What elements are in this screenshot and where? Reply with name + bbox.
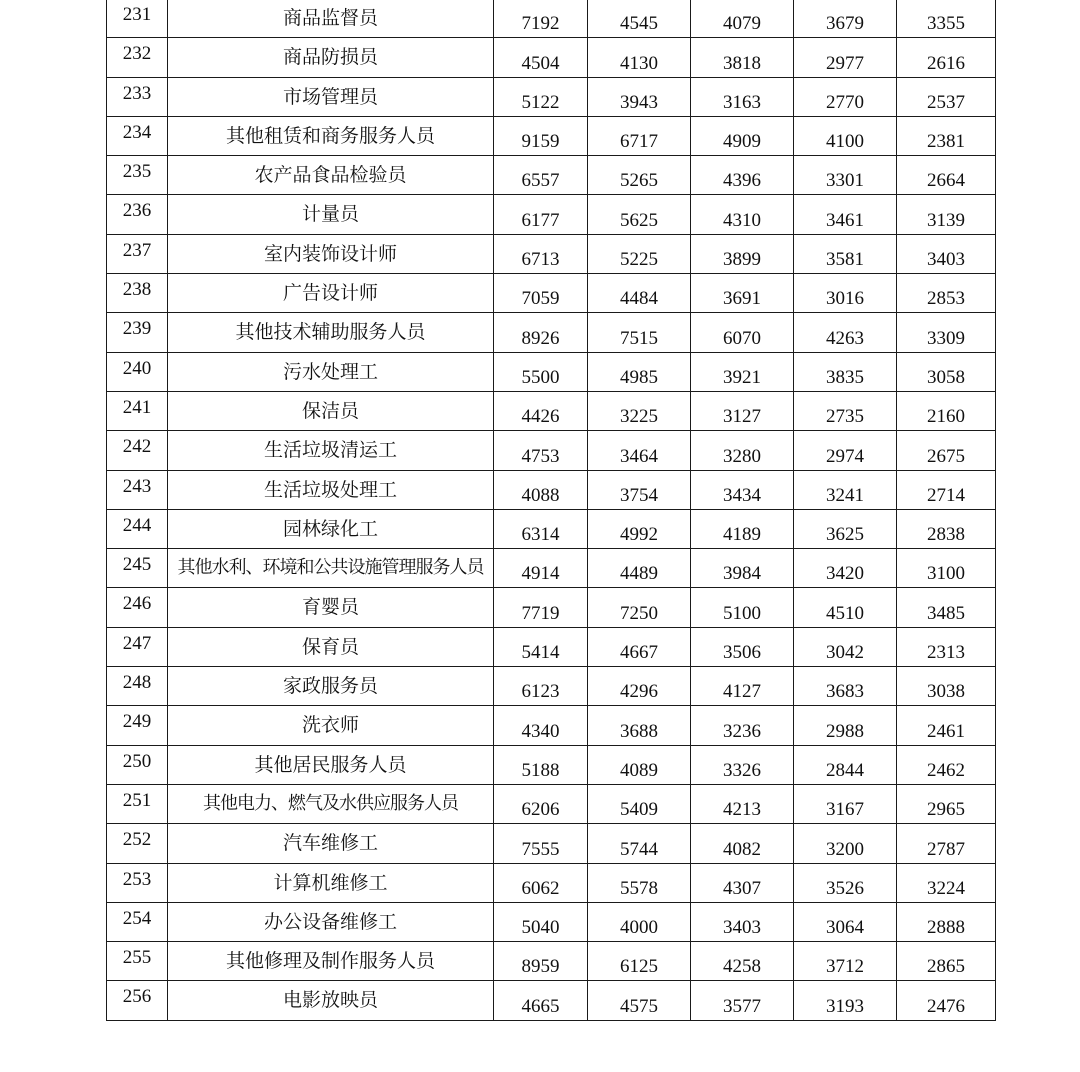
- wage-value-3-cell: 4396: [691, 156, 794, 195]
- wage-value-3-cell: 6070: [691, 313, 794, 352]
- row-number-cell: 239: [107, 313, 168, 352]
- table-row: [107, 627, 996, 666]
- table-row: [107, 549, 996, 588]
- wage-value-4-cell: 4263: [794, 313, 897, 352]
- wage-value-5-cell: 3139: [897, 195, 996, 234]
- wage-value-5-cell: 3309: [897, 313, 996, 352]
- wage-value-5-cell: 2888: [897, 902, 996, 941]
- wage-value-2-cell: 6717: [588, 116, 691, 155]
- wage-value-4-cell: 3581: [794, 234, 897, 273]
- row-number-cell: 252: [107, 824, 168, 863]
- row-number-cell: 254: [107, 902, 168, 941]
- wage-value-4-cell: 3301: [794, 156, 897, 195]
- wage-value-4-cell: 4100: [794, 116, 897, 155]
- wage-value-3-cell: 3434: [691, 470, 794, 509]
- wage-value-1-cell: 6557: [494, 156, 588, 195]
- wage-value-4-cell: 2988: [794, 706, 897, 745]
- occupation-name-cell: 计算机维修工: [168, 863, 494, 902]
- wage-value-4-cell: 3193: [794, 981, 897, 1020]
- row-number-cell: 237: [107, 234, 168, 273]
- row-number-cell: 238: [107, 274, 168, 313]
- wage-value-3-cell: 4307: [691, 863, 794, 902]
- wage-value-2-cell: 4575: [588, 981, 691, 1020]
- table-row: [107, 38, 996, 77]
- row-number-cell: 245: [107, 549, 168, 588]
- occupation-name-cell: 其他技术辅助服务人员: [168, 313, 494, 352]
- occupation-name-cell: 计量员: [168, 195, 494, 234]
- occupation-name-cell: 育婴员: [168, 588, 494, 627]
- row-number-cell: 235: [107, 156, 168, 195]
- wage-value-5-cell: 2616: [897, 38, 996, 77]
- occupation-name-cell: 其他水利、环境和公共设施管理服务人员: [168, 549, 494, 588]
- table-row: [107, 195, 996, 234]
- wage-value-5-cell: 3038: [897, 667, 996, 706]
- occupation-name-cell: 家政服务员: [168, 667, 494, 706]
- table-row: [107, 431, 996, 470]
- table-row: [107, 667, 996, 706]
- wage-value-1-cell: 6314: [494, 509, 588, 548]
- wage-value-4-cell: 3461: [794, 195, 897, 234]
- wage-value-4-cell: 2977: [794, 38, 897, 77]
- occupation-name-cell: 生活垃圾处理工: [168, 470, 494, 509]
- row-number-cell: 234: [107, 116, 168, 155]
- wage-value-5-cell: 2675: [897, 431, 996, 470]
- table-row: [107, 116, 996, 155]
- wage-value-4-cell: 3167: [794, 784, 897, 823]
- wage-value-2-cell: 5625: [588, 195, 691, 234]
- wage-value-5-cell: 2476: [897, 981, 996, 1020]
- wage-value-3-cell: 3506: [691, 627, 794, 666]
- table-row: [107, 942, 996, 981]
- wage-value-4-cell: 3064: [794, 902, 897, 941]
- row-number-cell: 253: [107, 863, 168, 902]
- wage-value-1-cell: 9159: [494, 116, 588, 155]
- wage-value-2-cell: 5409: [588, 784, 691, 823]
- occupation-name-cell: 商品监督员: [168, 0, 494, 38]
- occupation-name-cell: 市场管理员: [168, 77, 494, 116]
- occupation-name-cell: 汽车维修工: [168, 824, 494, 863]
- occupation-name-cell: 农产品食品检验员: [168, 156, 494, 195]
- wage-value-1-cell: 5122: [494, 77, 588, 116]
- table-row: [107, 313, 996, 352]
- row-number-cell: 232: [107, 38, 168, 77]
- wage-value-5-cell: 2537: [897, 77, 996, 116]
- wage-value-1-cell: 6123: [494, 667, 588, 706]
- wage-value-3-cell: 4082: [691, 824, 794, 863]
- wage-value-3-cell: 4189: [691, 509, 794, 548]
- table-row: [107, 981, 996, 1020]
- wage-value-5-cell: 2664: [897, 156, 996, 195]
- wage-value-5-cell: 3100: [897, 549, 996, 588]
- wage-value-5-cell: 2160: [897, 391, 996, 430]
- wage-value-4-cell: 3200: [794, 824, 897, 863]
- wage-value-2-cell: 5225: [588, 234, 691, 273]
- wage-value-1-cell: 6177: [494, 195, 588, 234]
- row-number-cell: 250: [107, 745, 168, 784]
- wage-value-1-cell: 7059: [494, 274, 588, 313]
- wage-value-1-cell: 8959: [494, 942, 588, 981]
- row-number-cell: 256: [107, 981, 168, 1020]
- wage-value-3-cell: 4310: [691, 195, 794, 234]
- row-number-cell: 236: [107, 195, 168, 234]
- wage-table: [106, 0, 996, 1021]
- wage-value-3-cell: 4909: [691, 116, 794, 155]
- occupation-name-cell: 商品防损员: [168, 38, 494, 77]
- wage-value-3-cell: 3921: [691, 352, 794, 391]
- occupation-name-cell: 室内装饰设计师: [168, 234, 494, 273]
- wage-value-2-cell: 7250: [588, 588, 691, 627]
- wage-value-4-cell: 3042: [794, 627, 897, 666]
- table-row: [107, 234, 996, 273]
- table-row: [107, 352, 996, 391]
- wage-value-3-cell: 3326: [691, 745, 794, 784]
- wage-value-4-cell: 3712: [794, 942, 897, 981]
- wage-value-1-cell: 4088: [494, 470, 588, 509]
- occupation-name-cell: 保洁员: [168, 391, 494, 430]
- row-number-cell: 231: [107, 0, 168, 38]
- wage-value-4-cell: 4510: [794, 588, 897, 627]
- wage-value-5-cell: 2381: [897, 116, 996, 155]
- wage-value-1-cell: 6062: [494, 863, 588, 902]
- occupation-name-cell: 电影放映员: [168, 981, 494, 1020]
- wage-value-2-cell: 6125: [588, 942, 691, 981]
- wage-value-5-cell: 3355: [897, 0, 996, 38]
- table-row: [107, 470, 996, 509]
- wage-value-5-cell: 2461: [897, 706, 996, 745]
- row-number-cell: 255: [107, 942, 168, 981]
- wage-value-1-cell: 4340: [494, 706, 588, 745]
- table-row: [107, 77, 996, 116]
- wage-value-4-cell: 3420: [794, 549, 897, 588]
- wage-value-3-cell: 4213: [691, 784, 794, 823]
- table-body: [107, 0, 996, 1020]
- wage-value-1-cell: 5188: [494, 745, 588, 784]
- wage-value-3-cell: 3127: [691, 391, 794, 430]
- wage-value-2-cell: 4000: [588, 902, 691, 941]
- wage-value-2-cell: 4667: [588, 627, 691, 666]
- wage-value-4-cell: 3241: [794, 470, 897, 509]
- table-row: [107, 902, 996, 941]
- table-row: [107, 0, 996, 38]
- table-row: [107, 824, 996, 863]
- wage-value-5-cell: 3403: [897, 234, 996, 273]
- row-number-cell: 251: [107, 784, 168, 823]
- wage-value-3-cell: 3899: [691, 234, 794, 273]
- wage-value-3-cell: 3984: [691, 549, 794, 588]
- table-row: [107, 706, 996, 745]
- occupation-name-cell: 其他租赁和商务服务人员: [168, 116, 494, 155]
- occupation-name-cell: 生活垃圾清运工: [168, 431, 494, 470]
- table-row: [107, 745, 996, 784]
- row-number-cell: 241: [107, 391, 168, 430]
- occupation-name-cell: 园林绿化工: [168, 509, 494, 548]
- wage-value-2-cell: 3464: [588, 431, 691, 470]
- wage-value-2-cell: 4992: [588, 509, 691, 548]
- row-number-cell: 233: [107, 77, 168, 116]
- wage-value-1-cell: 5040: [494, 902, 588, 941]
- wage-value-5-cell: 2462: [897, 745, 996, 784]
- occupation-name-cell: 污水处理工: [168, 352, 494, 391]
- occupation-name-cell: 保育员: [168, 627, 494, 666]
- occupation-name-cell: 其他居民服务人员: [168, 745, 494, 784]
- table-row: [107, 863, 996, 902]
- wage-value-5-cell: 2865: [897, 942, 996, 981]
- wage-value-2-cell: 3943: [588, 77, 691, 116]
- wage-value-2-cell: 4985: [588, 352, 691, 391]
- wage-value-4-cell: 2735: [794, 391, 897, 430]
- wage-value-1-cell: 4504: [494, 38, 588, 77]
- wage-value-4-cell: 3625: [794, 509, 897, 548]
- wage-value-3-cell: 3818: [691, 38, 794, 77]
- wage-value-1-cell: 7555: [494, 824, 588, 863]
- wage-value-4-cell: 3835: [794, 352, 897, 391]
- wage-value-5-cell: 2714: [897, 470, 996, 509]
- row-number-cell: 242: [107, 431, 168, 470]
- table-row: [107, 784, 996, 823]
- wage-value-5-cell: 3058: [897, 352, 996, 391]
- wage-value-2-cell: 5265: [588, 156, 691, 195]
- wage-value-2-cell: 4130: [588, 38, 691, 77]
- table-row: [107, 588, 996, 627]
- wage-value-2-cell: 3225: [588, 391, 691, 430]
- wage-value-3-cell: 4127: [691, 667, 794, 706]
- wage-value-2-cell: 5578: [588, 863, 691, 902]
- table-row: [107, 391, 996, 430]
- wage-value-5-cell: 3485: [897, 588, 996, 627]
- wage-value-2-cell: 4484: [588, 274, 691, 313]
- occupation-name-cell: 广告设计师: [168, 274, 494, 313]
- wage-value-4-cell: 3683: [794, 667, 897, 706]
- wage-value-3-cell: 3280: [691, 431, 794, 470]
- table-row: [107, 156, 996, 195]
- occupation-name-cell: 洗衣师: [168, 706, 494, 745]
- wage-value-3-cell: 4079: [691, 0, 794, 38]
- wage-value-2-cell: 4545: [588, 0, 691, 38]
- wage-value-5-cell: 3224: [897, 863, 996, 902]
- wage-value-5-cell: 2853: [897, 274, 996, 313]
- wage-value-1-cell: 7719: [494, 588, 588, 627]
- table-row: [107, 274, 996, 313]
- wage-value-2-cell: 7515: [588, 313, 691, 352]
- wage-value-1-cell: 4665: [494, 981, 588, 1020]
- wage-value-3-cell: 4258: [691, 942, 794, 981]
- table-row: [107, 509, 996, 548]
- wage-value-3-cell: 5100: [691, 588, 794, 627]
- wage-value-1-cell: 5414: [494, 627, 588, 666]
- row-number-cell: 246: [107, 588, 168, 627]
- occupation-name-cell: 其他电力、燃气及水供应服务人员: [168, 784, 494, 823]
- wage-value-2-cell: 3754: [588, 470, 691, 509]
- wage-value-3-cell: 3691: [691, 274, 794, 313]
- wage-value-4-cell: 3016: [794, 274, 897, 313]
- row-number-cell: 248: [107, 667, 168, 706]
- wage-value-4-cell: 2770: [794, 77, 897, 116]
- wage-value-5-cell: 2313: [897, 627, 996, 666]
- occupation-name-cell: 办公设备维修工: [168, 902, 494, 941]
- wage-value-1-cell: 6713: [494, 234, 588, 273]
- wage-value-2-cell: 5744: [588, 824, 691, 863]
- wage-value-4-cell: 2974: [794, 431, 897, 470]
- wage-value-2-cell: 4489: [588, 549, 691, 588]
- wage-value-1-cell: 7192: [494, 0, 588, 38]
- wage-value-1-cell: 4914: [494, 549, 588, 588]
- wage-value-5-cell: 2787: [897, 824, 996, 863]
- wage-value-2-cell: 4089: [588, 745, 691, 784]
- wage-value-1-cell: 8926: [494, 313, 588, 352]
- row-number-cell: 249: [107, 706, 168, 745]
- occupation-name-cell: 其他修理及制作服务人员: [168, 942, 494, 981]
- wage-value-4-cell: 3526: [794, 863, 897, 902]
- wage-value-2-cell: 3688: [588, 706, 691, 745]
- wage-value-4-cell: 2844: [794, 745, 897, 784]
- wage-value-3-cell: 3236: [691, 706, 794, 745]
- wage-value-3-cell: 3577: [691, 981, 794, 1020]
- row-number-cell: 244: [107, 509, 168, 548]
- row-number-cell: 240: [107, 352, 168, 391]
- wage-value-1-cell: 4753: [494, 431, 588, 470]
- wage-value-4-cell: 3679: [794, 0, 897, 38]
- row-number-cell: 243: [107, 470, 168, 509]
- wage-value-5-cell: 2965: [897, 784, 996, 823]
- wage-value-2-cell: 4296: [588, 667, 691, 706]
- wage-value-1-cell: 4426: [494, 391, 588, 430]
- wage-value-1-cell: 6206: [494, 784, 588, 823]
- wage-value-1-cell: 5500: [494, 352, 588, 391]
- wage-value-3-cell: 3403: [691, 902, 794, 941]
- wage-value-3-cell: 3163: [691, 77, 794, 116]
- row-number-cell: 247: [107, 627, 168, 666]
- wage-value-5-cell: 2838: [897, 509, 996, 548]
